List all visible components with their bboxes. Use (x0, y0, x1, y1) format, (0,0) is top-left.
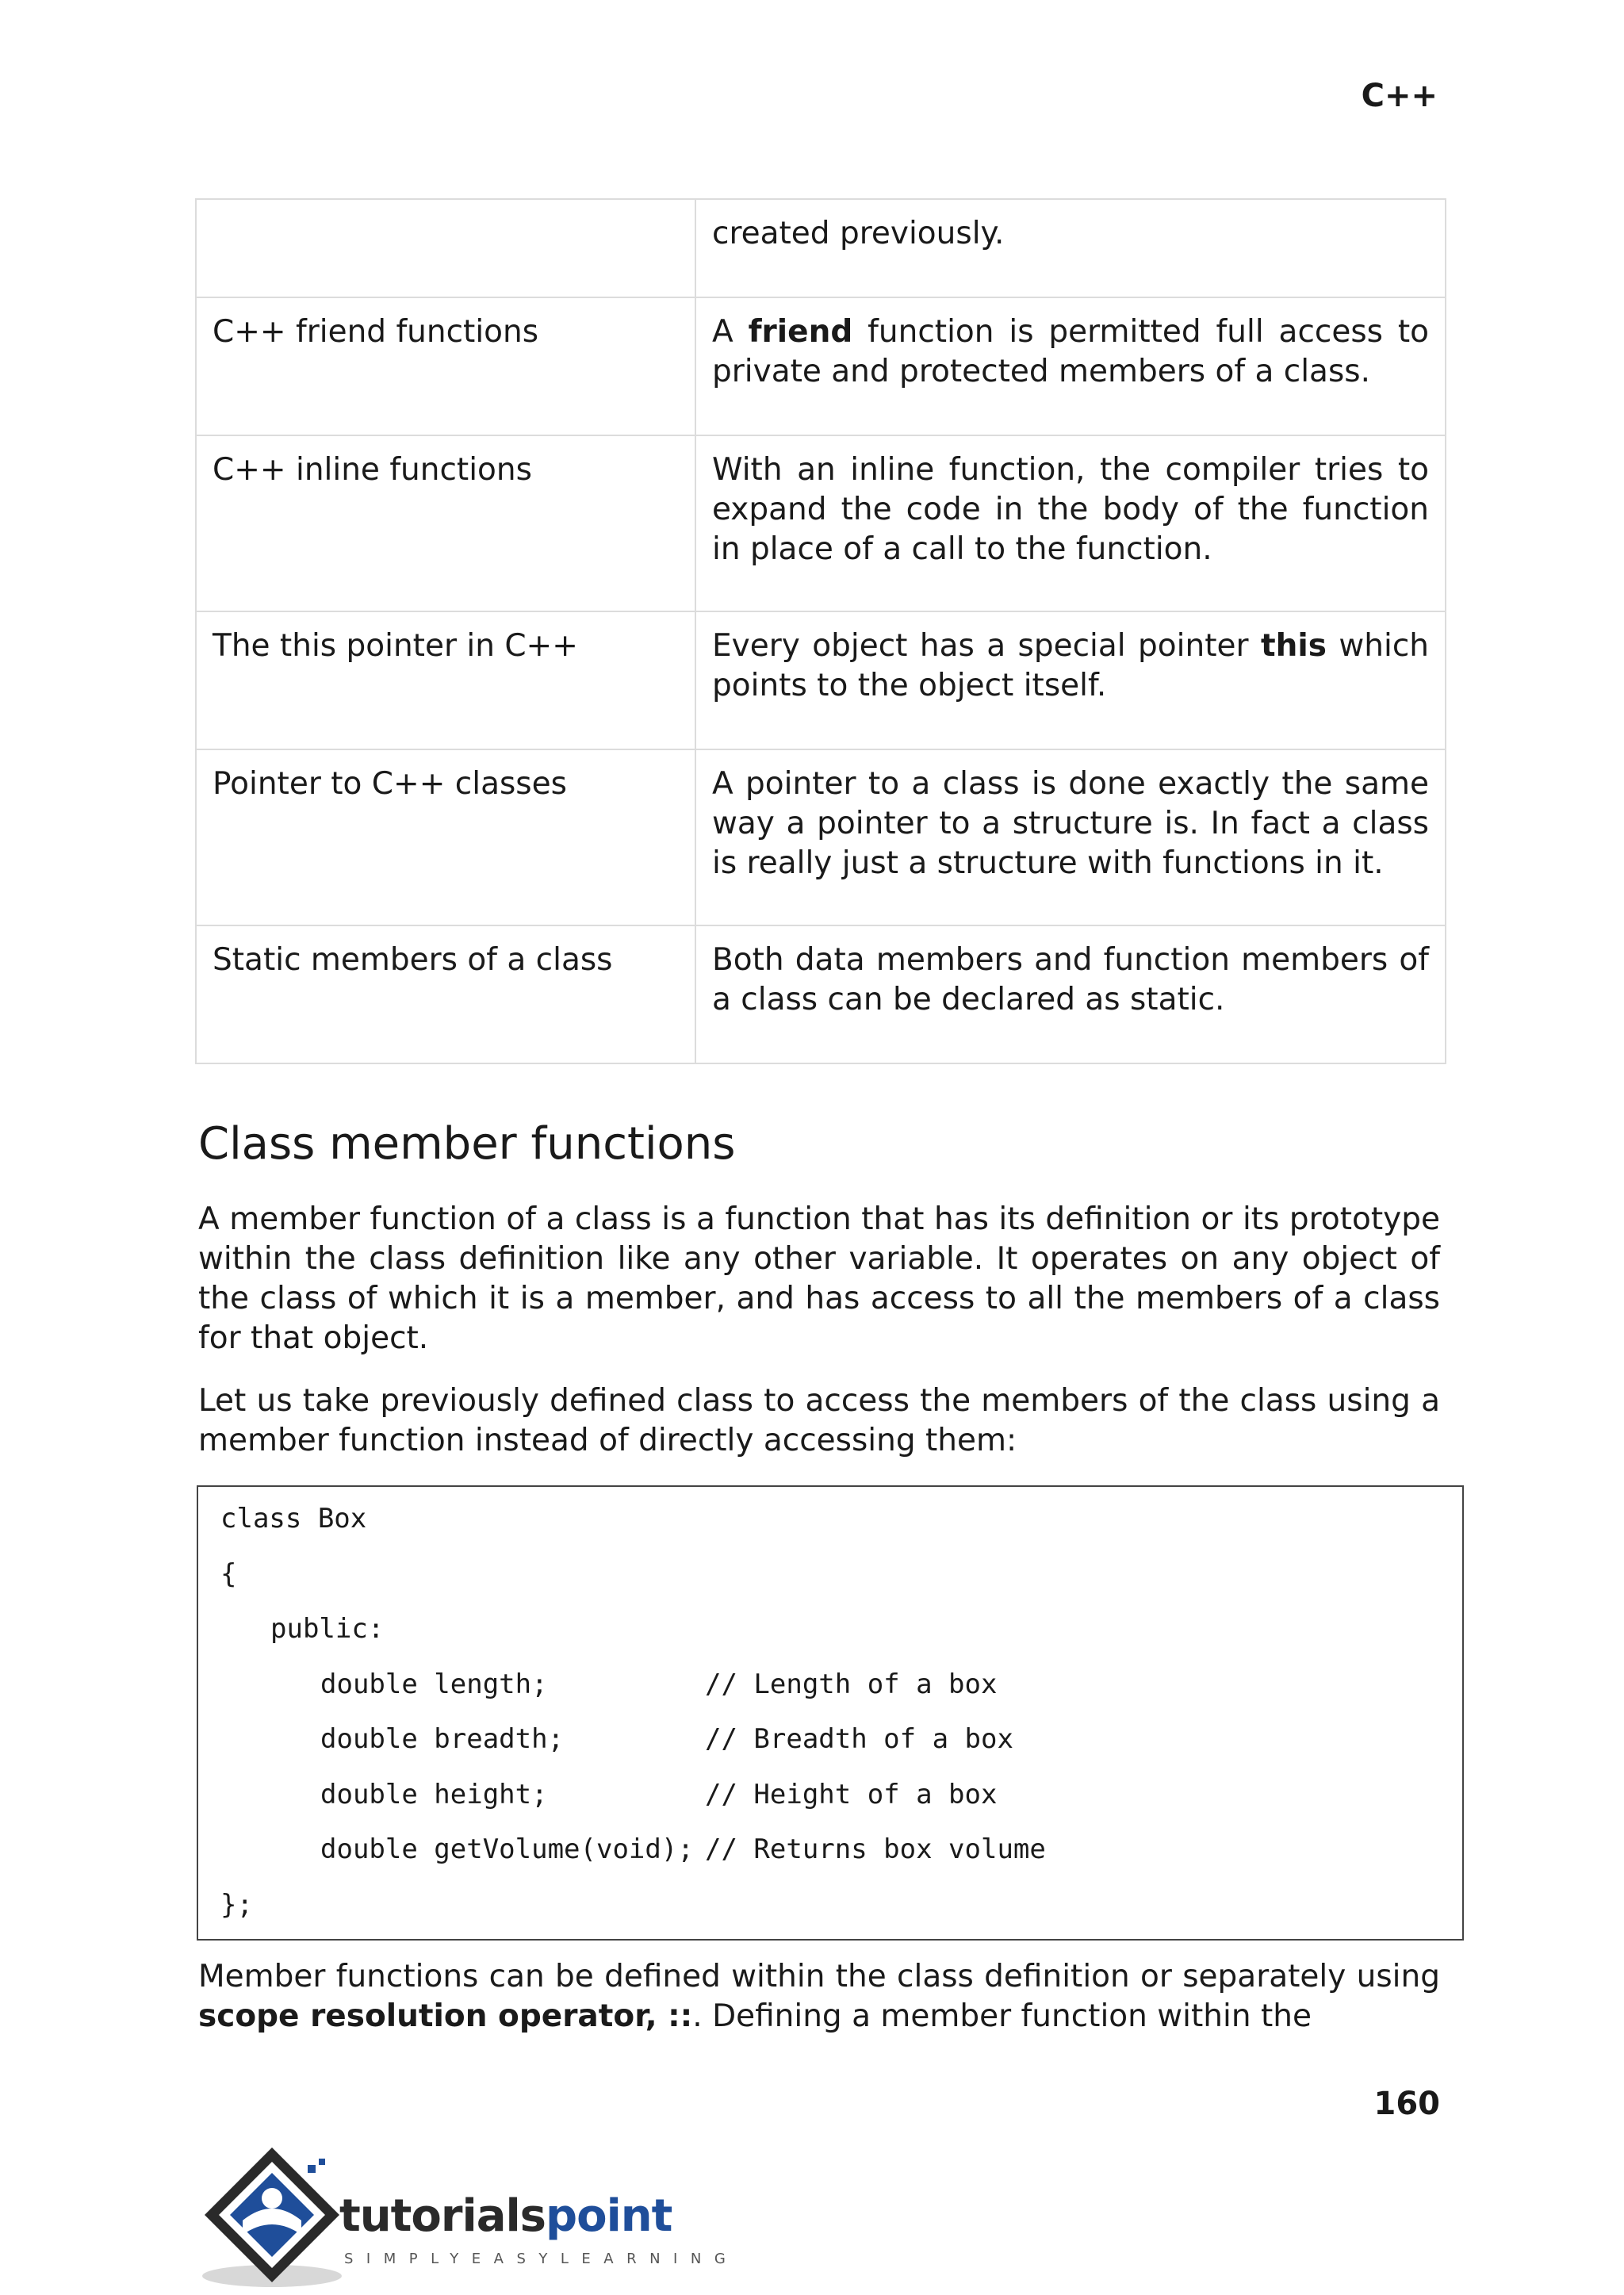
section-heading: Class member functions (198, 1118, 736, 1170)
para3-text-start: Member functions can be defined within the class definition or separately using (198, 1959, 1440, 1994)
table-row (196, 749, 1446, 925)
table-row (196, 435, 1446, 611)
table-cell-topic: Static members of a class (196, 925, 695, 1063)
code-line-close-brace: }; (220, 1888, 253, 1921)
document-header-title: C++ (1361, 78, 1438, 114)
paragraph-scope-resolution (198, 1957, 1440, 2036)
code-declaration: double length; (320, 1668, 548, 1700)
description-keyword: this (1260, 628, 1327, 664)
table-cell-topic: C++ inline functions (196, 435, 695, 611)
table-row (196, 199, 1446, 297)
table-cell-description (695, 749, 1446, 925)
code-line-member (198, 1779, 1462, 1834)
table-cell-description (695, 611, 1446, 749)
table-cell-topic: C++ friend functions (196, 297, 695, 435)
code-comment: // Height of a box (705, 1778, 998, 1810)
description-text: A (712, 314, 749, 350)
code-declaration: double height; (320, 1778, 548, 1810)
table-row (196, 611, 1446, 749)
table-cell-description (695, 297, 1446, 435)
logo-emblem-icon (197, 2141, 347, 2292)
code-comment: // Length of a box (705, 1668, 998, 1700)
para3-text-end: . Defining a member function within the (692, 1998, 1312, 2034)
description-text: Every object has a special pointer (712, 628, 1261, 664)
paragraph-example-intro: Let us take previously defined class to access the members of the class using a member function instead of directly accessing them: (198, 1383, 1440, 1458)
concepts-table (195, 198, 1446, 1064)
code-line-member (198, 1833, 1462, 1889)
code-line-member (198, 1723, 1462, 1779)
page-number: 160 (1373, 2086, 1440, 2122)
table-cell-topic: Pointer to C++ classes (196, 749, 695, 925)
logo-tagline: SIMPLYEASYLEARNING (344, 2251, 739, 2267)
code-line-public: public: (270, 1613, 385, 1645)
logo-wordmark-tutorials: tutorials (339, 2190, 546, 2242)
code-line-class: class Box (220, 1503, 367, 1534)
tutorialspoint-logo (197, 2141, 739, 2292)
description-keyword: friend (748, 314, 853, 350)
table-row (196, 297, 1446, 435)
table-cell-description (695, 435, 1446, 611)
description-text: Both data members and function members of a class can be declared as static. (712, 942, 1429, 1017)
description-text: which points to the object itself. (712, 628, 1429, 703)
code-line-member (198, 1669, 1462, 1724)
description-text: created previously. (712, 216, 1005, 251)
code-line-open-brace: { (220, 1557, 237, 1590)
paragraph-member-function-definition: A member function of a class is a function that has its definition or its prototype within the class definition like any other variable. It operates on any object of the class of which it is a member, and has access to all the members of a class for that object. (198, 1201, 1440, 1356)
code-block (197, 1485, 1464, 1941)
logo-wordmark (339, 2190, 672, 2242)
table-row (196, 925, 1446, 1063)
code-declaration: double getVolume(void); (320, 1833, 694, 1865)
description-text: With an inline function, the compiler tries to expand the code in the body of the function in place of a call to the function. (712, 452, 1429, 567)
para3-bold-operator: scope resolution operator, :: (198, 1998, 693, 2034)
description-text: function is permitted full access to private and protected members of a class. (712, 314, 1430, 389)
table-cell-description (695, 925, 1446, 1063)
logo-wordmark-point: point (546, 2190, 672, 2242)
description-text: A pointer to a class is done exactly the same way a pointer to a structure is. In fact a class is really just a structure with functions in it. (712, 766, 1429, 881)
code-comment: // Returns box volume (705, 1833, 1046, 1865)
table-cell-topic: The this pointer in C++ (196, 611, 695, 749)
code-declaration: double breadth; (320, 1723, 565, 1755)
code-comment: // Breadth of a box (705, 1723, 1013, 1755)
table-cell-description (695, 199, 1446, 297)
table-cell-topic (196, 199, 695, 297)
